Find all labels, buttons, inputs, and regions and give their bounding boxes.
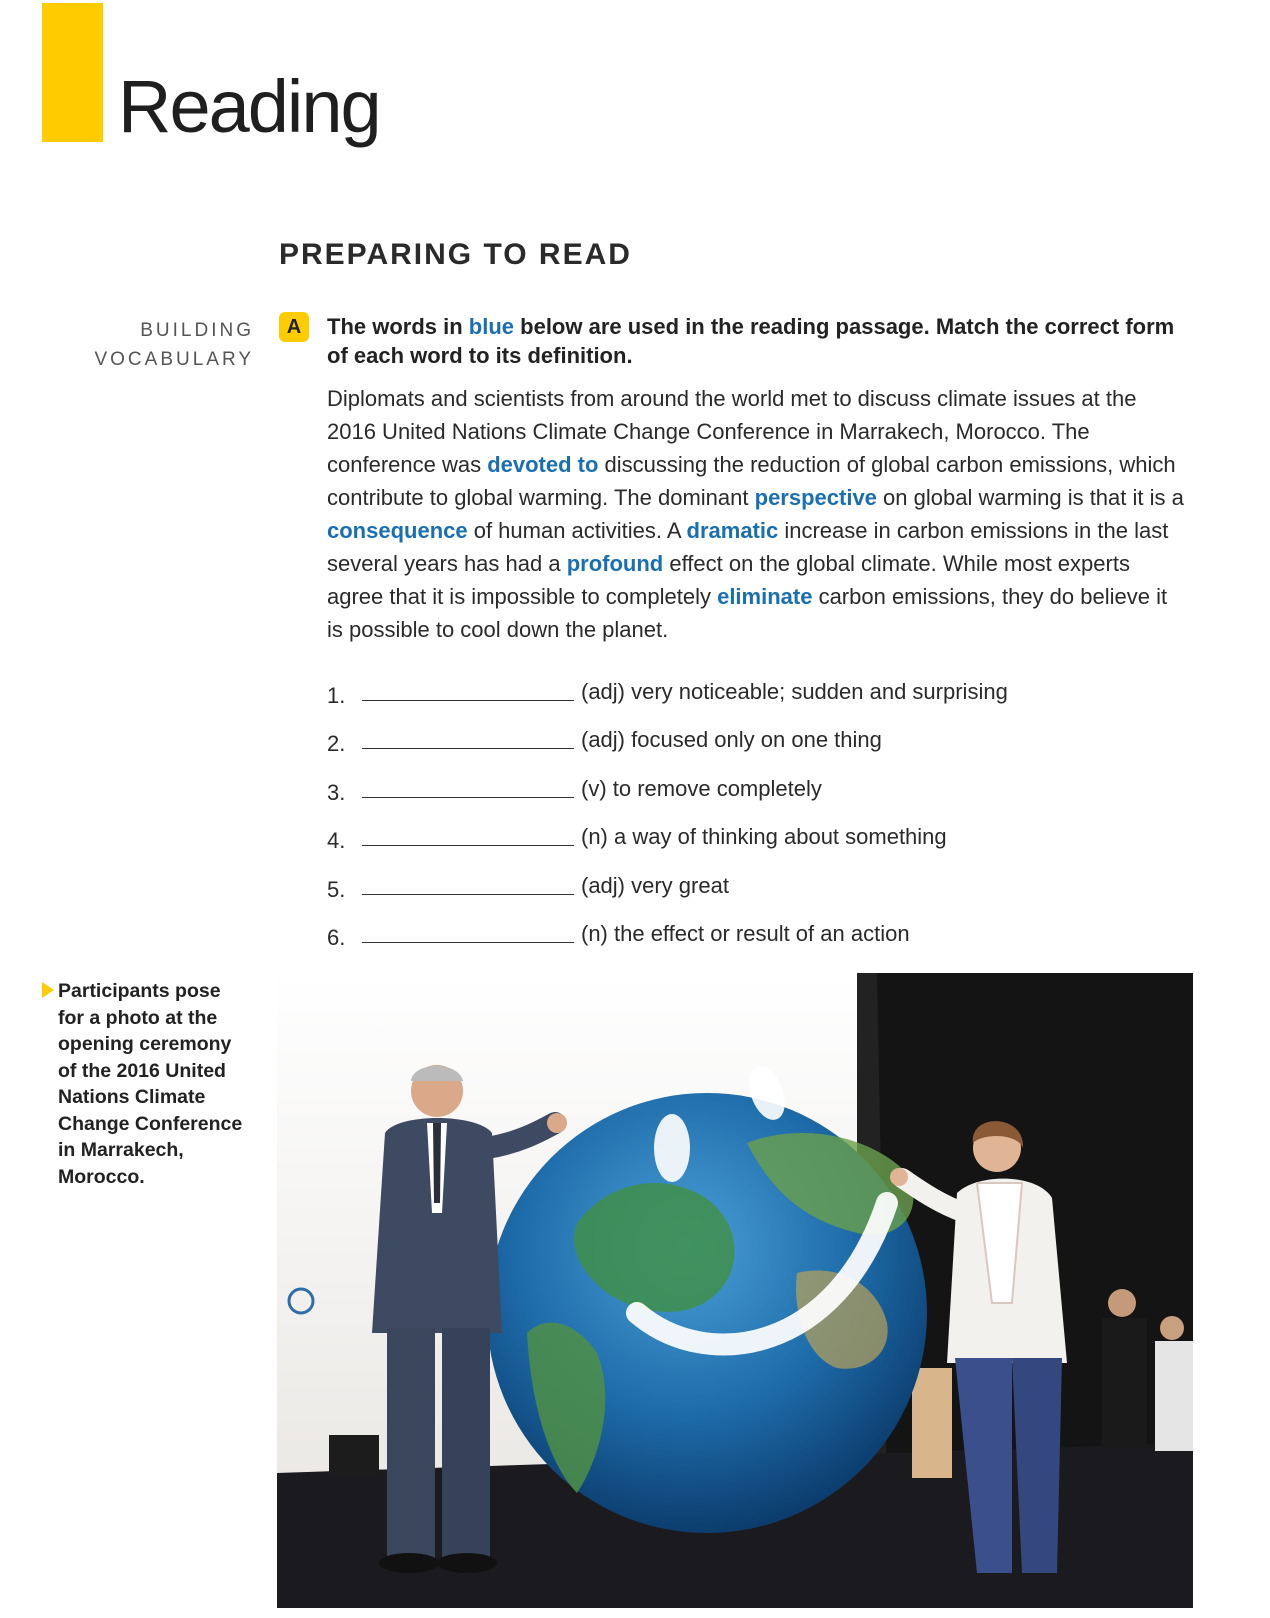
answer-blank[interactable] bbox=[362, 777, 574, 798]
matching-exercise bbox=[327, 660, 1187, 951]
page-title: Reading bbox=[118, 65, 380, 148]
exercise-item bbox=[327, 806, 1187, 855]
vocab-word-eliminate: eliminate bbox=[717, 584, 813, 609]
exercise-item bbox=[327, 709, 1187, 758]
passage-text: increase in carbon emissions in the last several years has had a bbox=[327, 518, 1169, 576]
section-accent-bar bbox=[42, 3, 103, 142]
passage-text: carbon emissions, they do believe it is possible to cool down the planet. bbox=[327, 584, 1168, 642]
caption-arrow-icon bbox=[42, 982, 54, 998]
item-number: 5. bbox=[327, 876, 346, 902]
item-definition: (adj) very noticeable; sudden and surprising bbox=[581, 678, 1008, 704]
answer-blank[interactable] bbox=[362, 825, 574, 846]
answer-blank[interactable] bbox=[362, 680, 574, 701]
item-number: 1. bbox=[327, 682, 346, 708]
instruction-blue-word: blue bbox=[468, 314, 515, 339]
reading-passage bbox=[327, 382, 1187, 646]
section-heading: PREPARING TO READ bbox=[279, 238, 632, 271]
vocab-word-devoted-to: devoted to bbox=[487, 452, 599, 477]
vocab-word-consequence: consequence bbox=[327, 518, 468, 543]
item-definition: (n) a way of thinking about something bbox=[581, 824, 947, 849]
activity-badge: A bbox=[279, 312, 309, 342]
answer-blank[interactable] bbox=[362, 922, 574, 943]
item-number: 2. bbox=[327, 731, 346, 756]
item-definition: (adj) focused only on one thing bbox=[581, 727, 882, 752]
exercise-item bbox=[327, 757, 1187, 806]
photo-caption: Participants pose for a photo at the opening ceremony of the 2016 United Nations Climate Change Conference in Marrakech, Morocco. bbox=[58, 980, 243, 1188]
passage-text: on global warming is that it is a bbox=[876, 485, 1184, 510]
answer-blank[interactable] bbox=[362, 874, 574, 895]
item-definition: (v) to remove completely bbox=[581, 775, 822, 801]
item-number: 4. bbox=[327, 828, 346, 853]
passage-text: Diplomats and scientists from around the world met to discuss climate issues at the 2016 United Nations Climate Change Conference in Marrakech, Morocco. The conference was bbox=[327, 386, 1137, 477]
activity-instruction bbox=[327, 312, 1187, 370]
conference-photo bbox=[277, 973, 1193, 1608]
passage-text: effect on the global climate. While most experts agree that it is impossible to completely bbox=[327, 551, 1130, 609]
item-definition: (adj) very great bbox=[581, 872, 729, 898]
instruction-text-2: below are used in the reading passage. Match the correct form of each word to its definition. bbox=[327, 314, 1175, 368]
exercise-item bbox=[327, 903, 1187, 952]
item-definition: (n) the effect or result of an action bbox=[581, 921, 910, 946]
vocab-word-profound: profound bbox=[566, 551, 664, 576]
exercise-item bbox=[327, 660, 1187, 709]
vocab-word-perspective: perspective bbox=[754, 485, 877, 510]
side-label-line2: VOCABULARY bbox=[94, 349, 254, 370]
answer-blank[interactable] bbox=[362, 728, 574, 749]
item-number: 6. bbox=[327, 925, 346, 950]
side-label bbox=[94, 316, 254, 374]
item-number: 3. bbox=[327, 779, 346, 805]
side-label-line1: BUILDING bbox=[140, 320, 254, 341]
exercise-item bbox=[327, 854, 1187, 903]
passage-text: discussing the reduction of global carbon emissions, which contribute to global warming. The dominant bbox=[327, 452, 1176, 510]
passage-text: of human activities. A bbox=[467, 518, 687, 543]
instruction-text-1: The words in bbox=[327, 314, 469, 339]
vocab-word-dramatic: dramatic bbox=[686, 518, 779, 543]
